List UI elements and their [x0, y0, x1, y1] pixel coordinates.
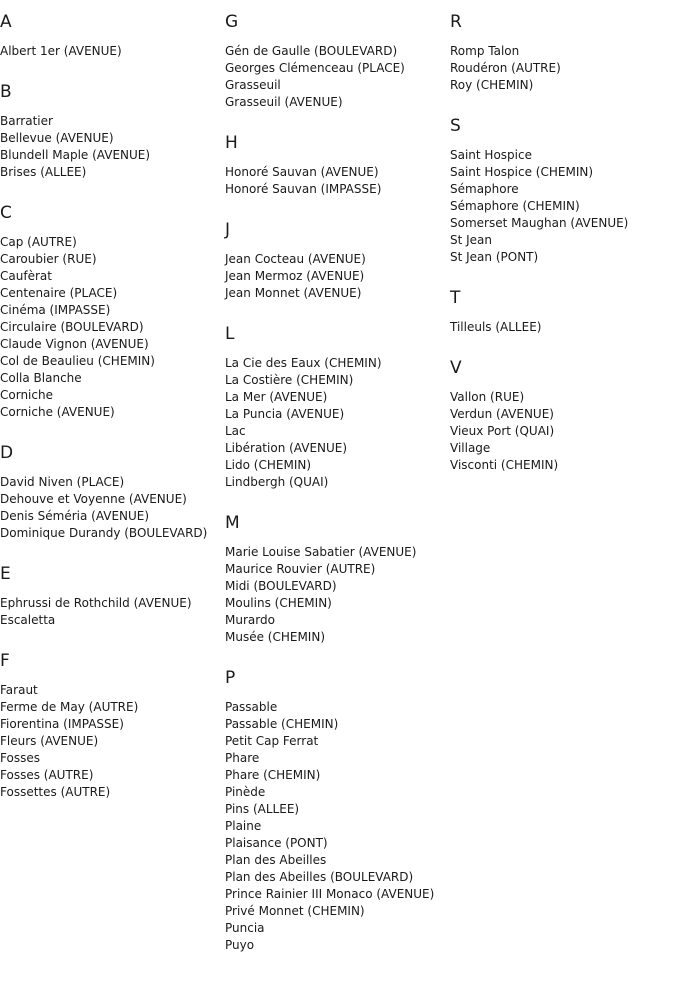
letter-heading: E [0, 564, 11, 584]
street-link[interactable]: Privé Monnet (CHEMIN) [225, 904, 365, 918]
index-column-1 [0, 11, 222, 822]
street-link[interactable]: Centenaire (PLACE) [0, 286, 118, 300]
street-link[interactable]: Vieux Port (QUAI) [450, 424, 555, 438]
street-link[interactable]: Lac [225, 424, 246, 438]
street-link[interactable]: Circulaire (BOULEVARD) [0, 320, 144, 334]
street-link[interactable]: Barratier [0, 114, 53, 128]
street-link[interactable]: Passable (CHEMIN) [225, 717, 339, 731]
street-link[interactable]: Faraut [0, 683, 38, 697]
street-link[interactable]: Verdun (AVENUE) [450, 407, 554, 421]
letter-heading: H [225, 133, 238, 153]
street-link[interactable]: Honoré Sauvan (IMPASSE) [225, 182, 382, 196]
street-link[interactable]: Pinède [225, 785, 266, 799]
street-link[interactable]: Phare [225, 751, 260, 765]
letter-group [0, 650, 222, 801]
street-link[interactable]: Caufèrat [0, 269, 52, 283]
street-link[interactable]: Cinéma (IMPASSE) [0, 303, 111, 317]
street-link[interactable]: Lido (CHEMIN) [225, 458, 312, 472]
letter-heading: G [225, 12, 239, 32]
street-link[interactable]: Ephrussi de Rothchild (AVENUE) [0, 596, 192, 610]
street-link[interactable]: Jean Cocteau (AVENUE) [225, 252, 366, 266]
street-link[interactable]: Visconti (CHEMIN) [450, 458, 559, 472]
street-link[interactable]: Colla Blanche [0, 371, 82, 385]
street-link[interactable]: St Jean [450, 233, 493, 247]
street-link[interactable]: Village [450, 441, 491, 455]
street-list [450, 147, 672, 266]
street-list [0, 234, 222, 421]
letter-group [225, 132, 447, 198]
street-list [0, 43, 222, 60]
letter-heading: C [0, 203, 12, 223]
street-link[interactable]: Somerset Maughan (AVENUE) [450, 216, 629, 230]
letter-heading: A [0, 12, 12, 32]
street-link[interactable]: Puyo [225, 938, 255, 952]
street-link[interactable]: David Niven (PLACE) [0, 475, 125, 489]
street-list [0, 113, 222, 181]
letter-heading: T [450, 288, 461, 308]
street-link[interactable]: Fleurs (AVENUE) [0, 734, 99, 748]
street-link[interactable]: St Jean (PONT) [450, 250, 539, 264]
letter-heading: B [0, 82, 12, 102]
letter-heading: S [450, 116, 461, 136]
street-link[interactable]: Libération (AVENUE) [225, 441, 348, 455]
street-list [225, 43, 447, 111]
street-link[interactable]: Dominique Durandy (BOULEVARD) [0, 526, 208, 540]
street-link[interactable]: Bellevue (AVENUE) [0, 131, 114, 145]
street-link[interactable]: Sémaphore (CHEMIN) [450, 199, 580, 213]
letter-group [450, 11, 672, 94]
street-link[interactable]: Midi (BOULEVARD) [225, 579, 337, 593]
street-link[interactable]: Saint Hospice (CHEMIN) [450, 165, 594, 179]
street-link[interactable]: Plan des Abeilles [225, 853, 327, 867]
street-link[interactable]: Saint Hospice [450, 148, 532, 162]
street-link[interactable]: Ferme de May (AUTRE) [0, 700, 139, 714]
letter-heading: M [225, 513, 240, 533]
street-link[interactable]: Fosses (AUTRE) [0, 768, 94, 782]
street-link[interactable]: Caroubier (RUE) [0, 252, 97, 266]
street-link[interactable]: Grasseuil (AVENUE) [225, 95, 343, 109]
street-link[interactable]: Corniche [0, 388, 53, 402]
street-link[interactable]: Roy (CHEMIN) [450, 78, 534, 92]
street-link[interactable]: Albert 1er (AVENUE) [0, 44, 122, 58]
letter-heading: F [0, 651, 10, 671]
street-link[interactable]: Prince Rainier III Monaco (AVENUE) [225, 887, 435, 901]
street-link[interactable]: Plaisance (PONT) [225, 836, 328, 850]
street-link[interactable]: Pins (ALLEE) [225, 802, 300, 816]
street-link[interactable]: Fiorentina (IMPASSE) [0, 717, 124, 731]
letter-heading: R [450, 12, 462, 32]
letter-group [0, 563, 222, 629]
letter-group [0, 11, 222, 60]
street-link[interactable]: Grasseuil [225, 78, 281, 92]
street-link[interactable]: Fosses [0, 751, 40, 765]
street-link[interactable]: Moulins (CHEMIN) [225, 596, 332, 610]
letter-group [0, 202, 222, 421]
street-link[interactable]: La Cie des Eaux (CHEMIN) [225, 356, 382, 370]
street-link[interactable]: Honoré Sauvan (AVENUE) [225, 165, 379, 179]
street-list [225, 544, 447, 646]
street-link[interactable]: Jean Mermoz (AVENUE) [225, 269, 365, 283]
street-list [225, 251, 447, 302]
street-link[interactable]: Blundell Maple (AVENUE) [0, 148, 151, 162]
street-list [450, 389, 672, 474]
street-list [225, 164, 447, 198]
street-link[interactable]: Georges Clémenceau (PLACE) [225, 61, 405, 75]
street-link[interactable]: Sémaphore [450, 182, 519, 196]
street-link[interactable]: Petit Cap Ferrat [225, 734, 319, 748]
letter-group [225, 219, 447, 302]
street-link[interactable]: Denis Séméria (AVENUE) [0, 509, 150, 523]
street-link[interactable]: Musée (CHEMIN) [225, 630, 326, 644]
street-link[interactable]: Lindbergh (QUAI) [225, 475, 329, 489]
street-link[interactable]: Brises (ALLEE) [0, 165, 87, 179]
street-link[interactable]: Tilleuls (ALLEE) [450, 320, 542, 334]
letter-group [225, 667, 447, 954]
street-link[interactable]: Corniche (AVENUE) [0, 405, 115, 419]
street-link[interactable]: Fossettes (AUTRE) [0, 785, 111, 799]
letter-group [225, 323, 447, 491]
street-list [450, 43, 672, 94]
letter-group [450, 357, 672, 474]
letter-group [450, 115, 672, 266]
letter-heading: D [0, 443, 14, 463]
street-link[interactable]: Plaine [225, 819, 262, 833]
street-list [225, 355, 447, 491]
letter-heading: L [225, 324, 235, 344]
street-link[interactable]: Col de Beaulieu (CHEMIN) [0, 354, 155, 368]
street-list [0, 595, 222, 629]
index-column-2 [225, 11, 447, 975]
street-link[interactable]: La Costière (CHEMIN) [225, 373, 354, 387]
letter-group [225, 512, 447, 646]
street-link[interactable]: Dehouve et Voyenne (AVENUE) [0, 492, 187, 506]
index-column-3 [450, 11, 672, 495]
street-link[interactable]: Maurice Rouvier (AUTRE) [225, 562, 376, 576]
street-link[interactable]: Escaletta [0, 613, 56, 627]
street-link[interactable]: Passable [225, 700, 278, 714]
street-link[interactable]: Claude Vignon (AVENUE) [0, 337, 149, 351]
street-list [0, 682, 222, 801]
street-link[interactable]: Roudéron (AUTRE) [450, 61, 561, 75]
street-link[interactable]: Jean Monnet (AVENUE) [225, 286, 362, 300]
letter-group [0, 81, 222, 181]
street-link[interactable]: Vallon (RUE) [450, 390, 525, 404]
street-link[interactable]: La Mer (AVENUE) [225, 390, 328, 404]
street-link[interactable]: Phare (CHEMIN) [225, 768, 321, 782]
street-link[interactable]: La Puncia (AVENUE) [225, 407, 345, 421]
letter-heading: J [225, 220, 231, 240]
street-link[interactable]: Marie Louise Sabatier (AVENUE) [225, 545, 417, 559]
street-link[interactable]: Puncia [225, 921, 265, 935]
letter-group [225, 11, 447, 111]
street-list [0, 474, 222, 542]
street-list [450, 319, 672, 336]
letter-heading: P [225, 668, 236, 688]
street-link[interactable]: Gén de Gaulle (BOULEVARD) [225, 44, 398, 58]
street-list [225, 699, 447, 954]
letter-heading: V [450, 358, 462, 378]
street-link[interactable]: Romp Talon [450, 44, 520, 58]
letter-group [0, 442, 222, 542]
street-link[interactable]: Plan des Abeilles (BOULEVARD) [225, 870, 414, 884]
letter-group [450, 287, 672, 336]
street-link[interactable]: Murardo [225, 613, 275, 627]
street-link[interactable]: Cap (AUTRE) [0, 235, 77, 249]
